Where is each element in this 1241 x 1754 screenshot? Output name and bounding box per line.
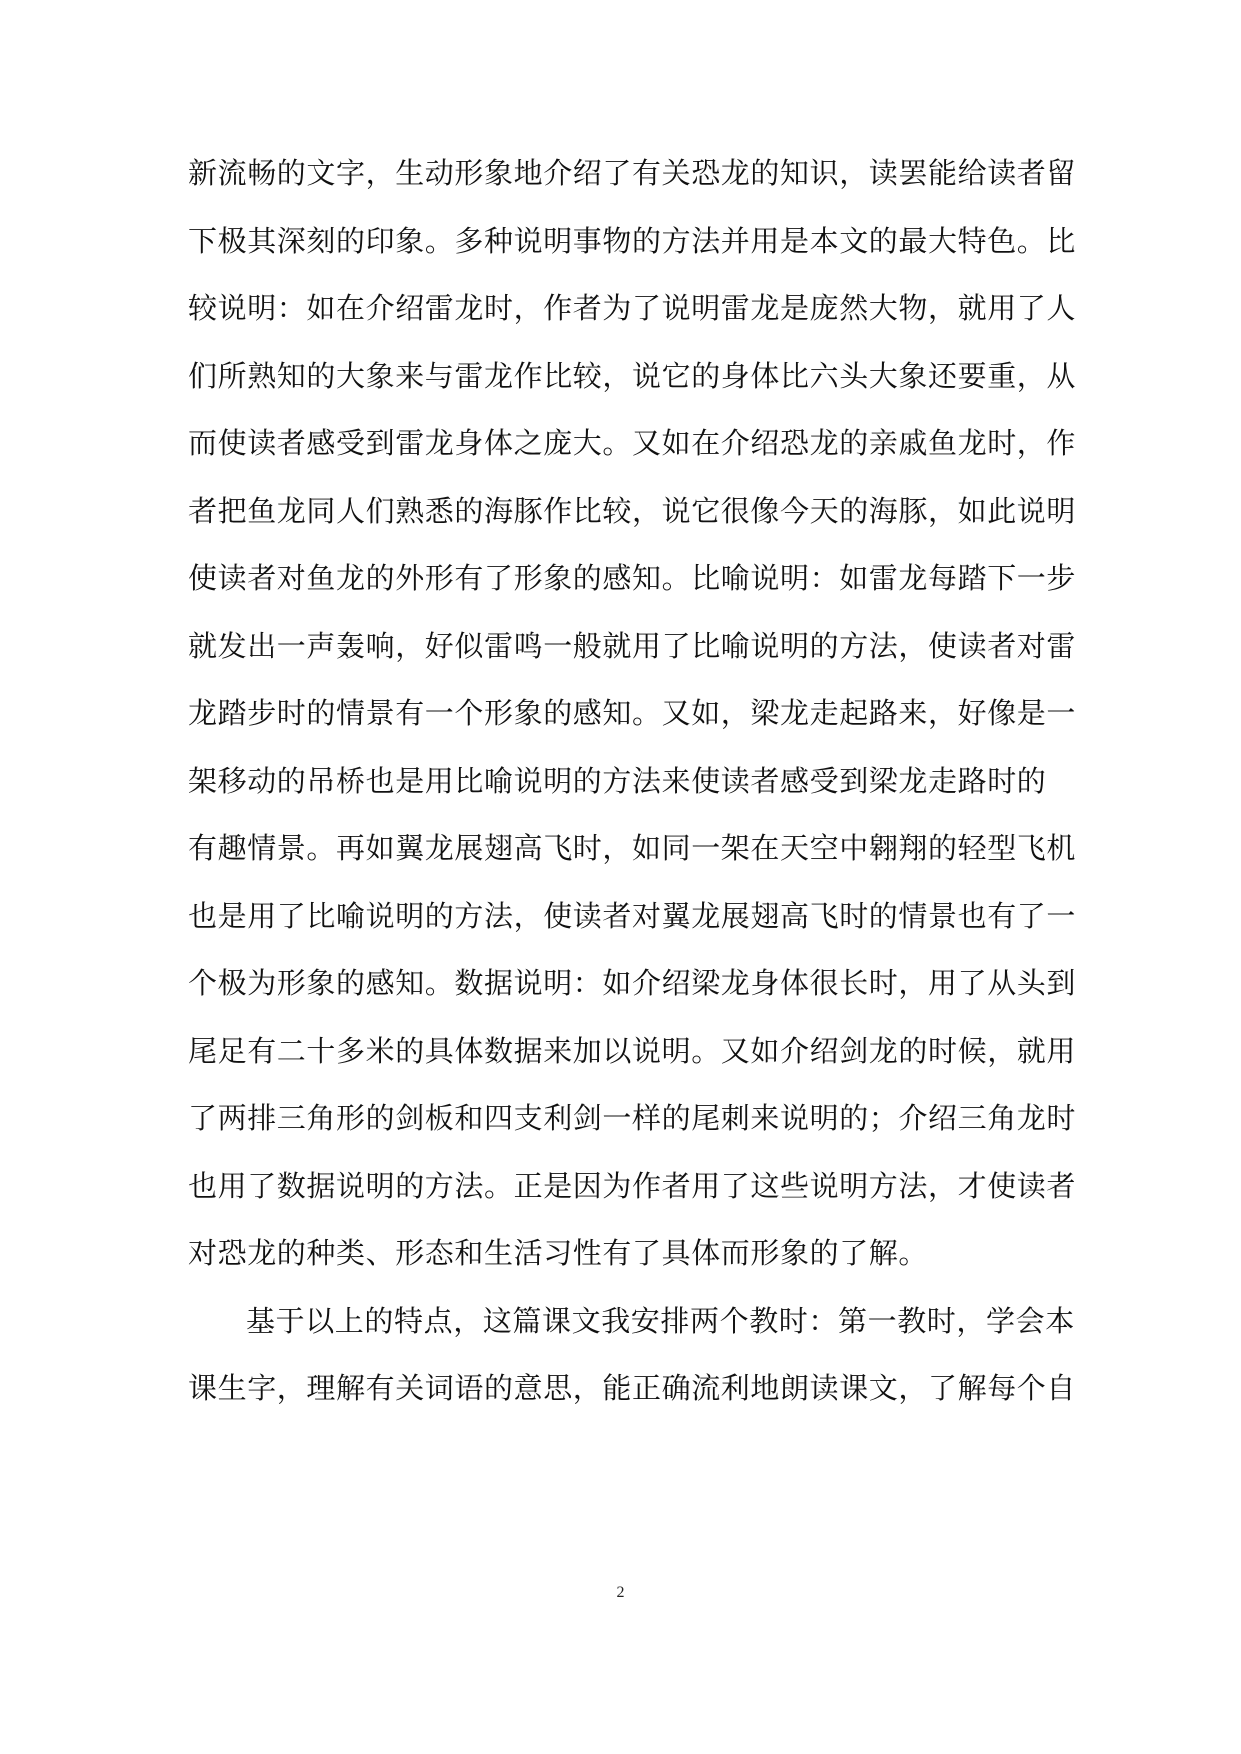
text-line: 新流畅的文字，生动形象地介绍了有关恐龙的知识，读罢能给读者留 bbox=[188, 156, 1077, 190]
text-line: 课生字，理解有关词语的意思，能正确流利地朗读课文，了解每个自 bbox=[188, 1371, 1077, 1405]
text-line: 们所熟知的大象来与雷龙作比较，说它的身体比六头大象还要重，从 bbox=[188, 358, 1077, 393]
text-line: 有趣情景。再如翼龙展翅高飞时，如同一架在天空中翱翔的轻型飞机 bbox=[188, 831, 1077, 865]
page-number: 2 bbox=[616, 1584, 625, 1601]
text-line: 个极为形象的感知。数据说明：如介绍梁龙身体很长时，用了从头到 bbox=[188, 966, 1077, 1000]
body-text bbox=[188, 140, 1077, 1423]
text-line: 龙踏步时的情景有一个形象的感知。又如，梁龙走起路来，好像是一 bbox=[188, 696, 1077, 730]
text-line: 使读者对鱼龙的外形有了形象的感知。比喻说明：如雷龙每踏下一步 bbox=[188, 561, 1077, 595]
paragraph-2 bbox=[188, 1288, 1077, 1423]
text-line: 了两排三角形的剑板和四支利剑一样的尾刺来说明的；介绍三角龙时 bbox=[188, 1101, 1077, 1135]
text-line: 架移动的吊桥也是用比喻说明的方法来使读者感受到梁龙走路时的 bbox=[188, 763, 1047, 798]
text-line: 基于以上的特点，这篇课文我安排两个教时：第一教时，学会本 bbox=[246, 1303, 1075, 1338]
text-line: 对恐龙的种类、形态和生活习性有了具体而形象的了解。 bbox=[188, 1236, 929, 1270]
text-line: 就发出一声轰响，好似雷鸣一般就用了比喻说明的方法，使读者对雷 bbox=[188, 628, 1077, 663]
text-line: 尾足有二十多米的具体数据来加以说明。又如介绍剑龙的时候，就用 bbox=[188, 1033, 1077, 1068]
text-line: 下极其深刻的印象。多种说明事物的方法并用是本文的最大特色。比 bbox=[188, 223, 1077, 258]
text-line: 而使读者感受到雷龙身体之庞大。又如在介绍恐龙的亲戚鱼龙时，作 bbox=[188, 426, 1077, 460]
text-line: 也是用了比喻说明的方法，使读者对翼龙展翅高飞时的情景也有了一 bbox=[188, 898, 1077, 933]
text-line: 较说明：如在介绍雷龙时，作者为了说明雷龙是庞然大物，就用了人 bbox=[188, 291, 1077, 325]
text-line: 也用了数据说明的方法。正是因为作者用了这些说明方法，才使读者 bbox=[188, 1168, 1077, 1203]
text-line: 者把鱼龙同人们熟悉的海豚作比较，说它很像今天的海豚，如此说明 bbox=[188, 493, 1077, 528]
paragraph-1 bbox=[188, 140, 1077, 1288]
